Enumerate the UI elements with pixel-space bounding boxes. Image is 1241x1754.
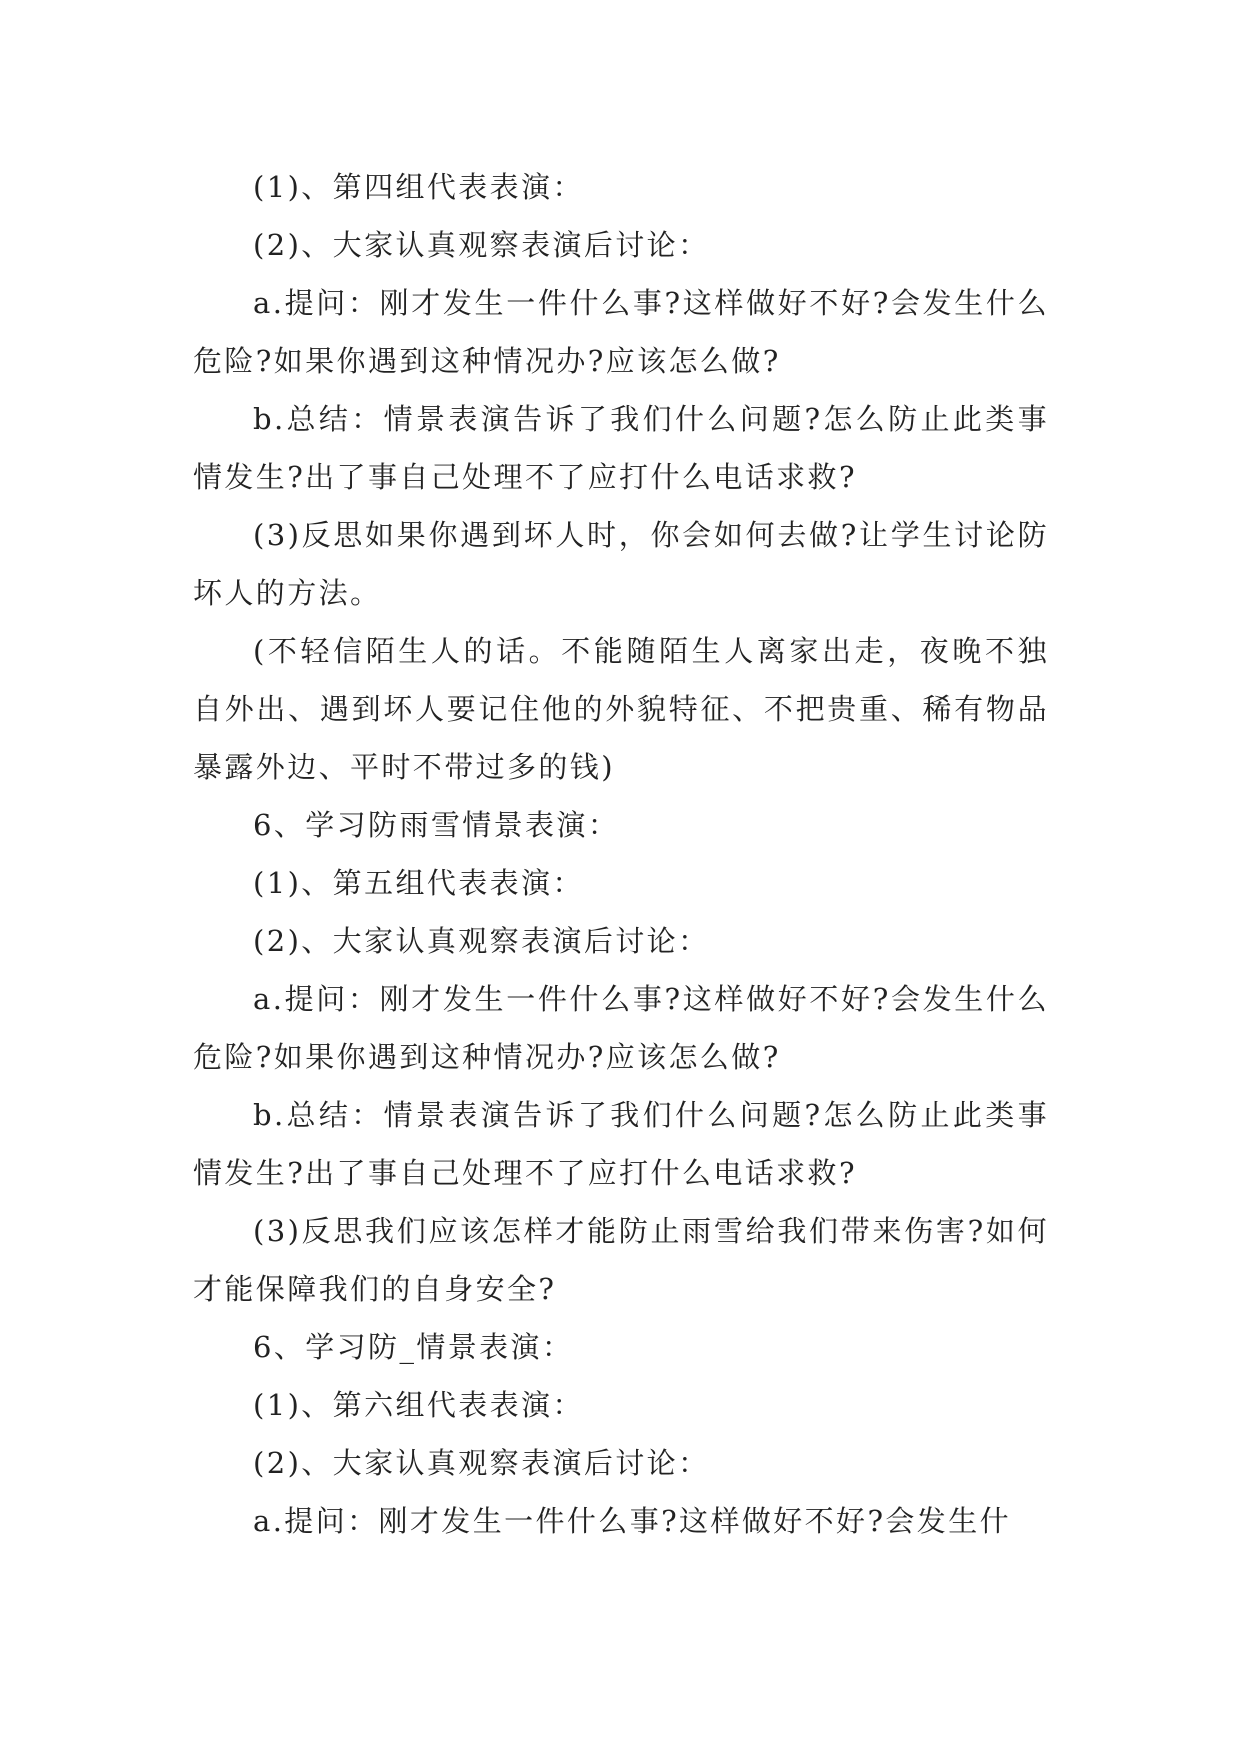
paragraph-group6-perform: (1)、第六组代表表演：: [253, 1388, 584, 1422]
paragraph-discuss: (2)、大家认真观察表演后讨论：: [253, 1446, 710, 1480]
paragraph-summary: b.总结：情景表演告诉了我们什么问题?怎么防止此类事情发生?出了事自己处理不了应打什么电话求救?: [193, 402, 1049, 494]
paragraph-question: a.提问：刚才发生一件什么事?这样做好不好?会发生什么危险?如果你遇到这种情况办?应该怎么做?: [193, 982, 1049, 1074]
paragraph-discuss: (2)、大家认真观察表演后讨论：: [253, 924, 710, 958]
paragraph-group4-perform: (1)、第四组代表表演：: [253, 170, 584, 204]
paragraph-safety-tips: (不轻信陌生人的话。不能随陌生人离家出走，夜晚不独自外出、遇到坏人要记住他的外貌特征、不把贵重、稀有物品暴露外边、平时不带过多的钱): [193, 634, 1049, 784]
paragraph-summary: b.总结：情景表演告诉了我们什么问题?怎么防止此类事情发生?出了事自己处理不了应打什么电话求救?: [193, 1098, 1049, 1190]
paragraph-group5-perform: (1)、第五组代表表演：: [253, 866, 584, 900]
paragraph-question: a.提问：刚才发生一件什么事?这样做好不好?会发生什么危险?如果你遇到这种情况办?应该怎么做?: [193, 286, 1049, 378]
paragraph-section-rain-snow: 6、学习防雨雪情景表演：: [253, 808, 620, 842]
paragraph-section-blank: 6、学习防_情景表演：: [253, 1330, 574, 1364]
document-page: [193, 158, 1049, 1550]
paragraph-reflect-rain-snow: (3)反思我们应该怎样才能防止雨雪给我们带来伤害?如何才能保障我们的自身安全?: [193, 1214, 1049, 1306]
paragraph-reflect-bad-people: (3)反思如果你遇到坏人时，你会如何去做?让学生讨论防坏人的方法。: [193, 518, 1049, 610]
paragraph-discuss: (2)、大家认真观察表演后讨论：: [253, 228, 710, 262]
paragraph-question-partial: a.提问：刚才发生一件什么事?这样做好不好?会发生什: [253, 1504, 1012, 1538]
